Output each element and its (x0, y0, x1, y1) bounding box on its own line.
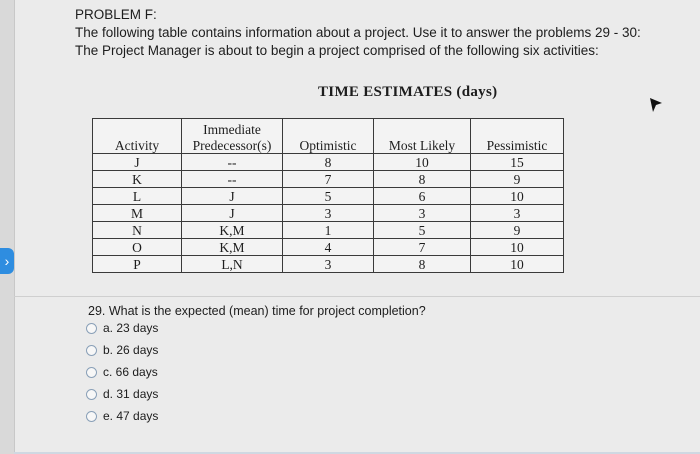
answer-option-label: c. 66 days (103, 365, 158, 379)
cell-activity: K (93, 171, 182, 188)
answer-option-label: e. 47 days (103, 409, 159, 423)
header-predecessor: Predecessor(s) (182, 137, 283, 154)
problem-intro-line2: The Project Manager is about to begin a project comprised of the following six activities: (75, 43, 599, 58)
header-pessimistic: Pessimistic (471, 137, 564, 154)
chevron-right-icon[interactable]: › (0, 248, 14, 274)
answer-option-label: d. 31 days (103, 387, 159, 401)
radio-button-icon[interactable] (86, 345, 97, 356)
mouse-pointer-icon (649, 97, 663, 113)
radio-button-icon[interactable] (86, 389, 97, 400)
cell-activity: N (93, 222, 182, 239)
cell-predecessor: -- (182, 171, 283, 188)
cell-predecessor: L,N (182, 256, 283, 273)
header-optimistic-spacer (283, 119, 374, 138)
table-row (93, 256, 564, 273)
cell-pessimistic: 3 (471, 205, 564, 222)
problem-intro-line1: The following table contains information about a project. Use it to answer the problems 29 - 30: (75, 25, 641, 40)
header-optimistic: Optimistic (283, 137, 374, 154)
problem-header (75, 6, 685, 60)
answer-option-c[interactable] (86, 365, 158, 379)
section-divider (14, 296, 700, 297)
answer-option-d[interactable] (86, 387, 158, 401)
cell-pessimistic: 10 (471, 256, 564, 273)
answer-option-label: a. 23 days (103, 321, 159, 335)
table-row (93, 188, 564, 205)
left-panel-strip (0, 0, 15, 454)
table-row (93, 239, 564, 256)
cell-most-likely: 7 (374, 239, 471, 256)
cell-predecessor: J (182, 188, 283, 205)
cell-predecessor: J (182, 205, 283, 222)
cell-activity: J (93, 154, 182, 171)
radio-button-icon[interactable] (86, 323, 97, 334)
cell-optimistic: 1 (283, 222, 374, 239)
radio-button-icon[interactable] (86, 411, 97, 422)
cell-predecessor: -- (182, 154, 283, 171)
table-row (93, 222, 564, 239)
answer-option-e[interactable] (86, 409, 158, 423)
cell-most-likely: 3 (374, 205, 471, 222)
cell-activity: M (93, 205, 182, 222)
cell-most-likely: 8 (374, 256, 471, 273)
time-estimates-table (92, 118, 564, 273)
cell-pessimistic: 9 (471, 222, 564, 239)
cell-optimistic: 5 (283, 188, 374, 205)
answer-option-b[interactable] (86, 343, 158, 357)
answer-option-a[interactable] (86, 321, 158, 335)
cell-predecessor: K,M (182, 239, 283, 256)
table-title: TIME ESTIMATES (days) (318, 84, 498, 100)
table-row (93, 171, 564, 188)
answer-option-label: b. 26 days (103, 343, 159, 357)
radio-button-icon[interactable] (86, 367, 97, 378)
header-activity: Activity (93, 137, 182, 154)
table-row (93, 154, 564, 171)
cell-activity: L (93, 188, 182, 205)
cell-optimistic: 3 (283, 205, 374, 222)
question-text: 29. What is the expected (mean) time for project completion? (88, 304, 426, 318)
cell-pessimistic: 10 (471, 239, 564, 256)
header-pessimistic-spacer (471, 119, 564, 138)
cell-activity: O (93, 239, 182, 256)
cell-pessimistic: 15 (471, 154, 564, 171)
cell-optimistic: 3 (283, 256, 374, 273)
header-activity-spacer (93, 119, 182, 138)
cell-activity: P (93, 256, 182, 273)
cell-most-likely: 8 (374, 171, 471, 188)
cell-most-likely: 6 (374, 188, 471, 205)
header-most-likely: Most Likely (374, 137, 471, 154)
cell-optimistic: 8 (283, 154, 374, 171)
problem-title: PROBLEM F: (75, 7, 157, 22)
header-predecessor-top: Immediate (182, 119, 283, 138)
table-row (93, 205, 564, 222)
cell-optimistic: 4 (283, 239, 374, 256)
cell-predecessor: K,M (182, 222, 283, 239)
cell-most-likely: 5 (374, 222, 471, 239)
header-most-likely-spacer (374, 119, 471, 138)
cell-optimistic: 7 (283, 171, 374, 188)
cell-most-likely: 10 (374, 154, 471, 171)
cell-pessimistic: 9 (471, 171, 564, 188)
cell-pessimistic: 10 (471, 188, 564, 205)
